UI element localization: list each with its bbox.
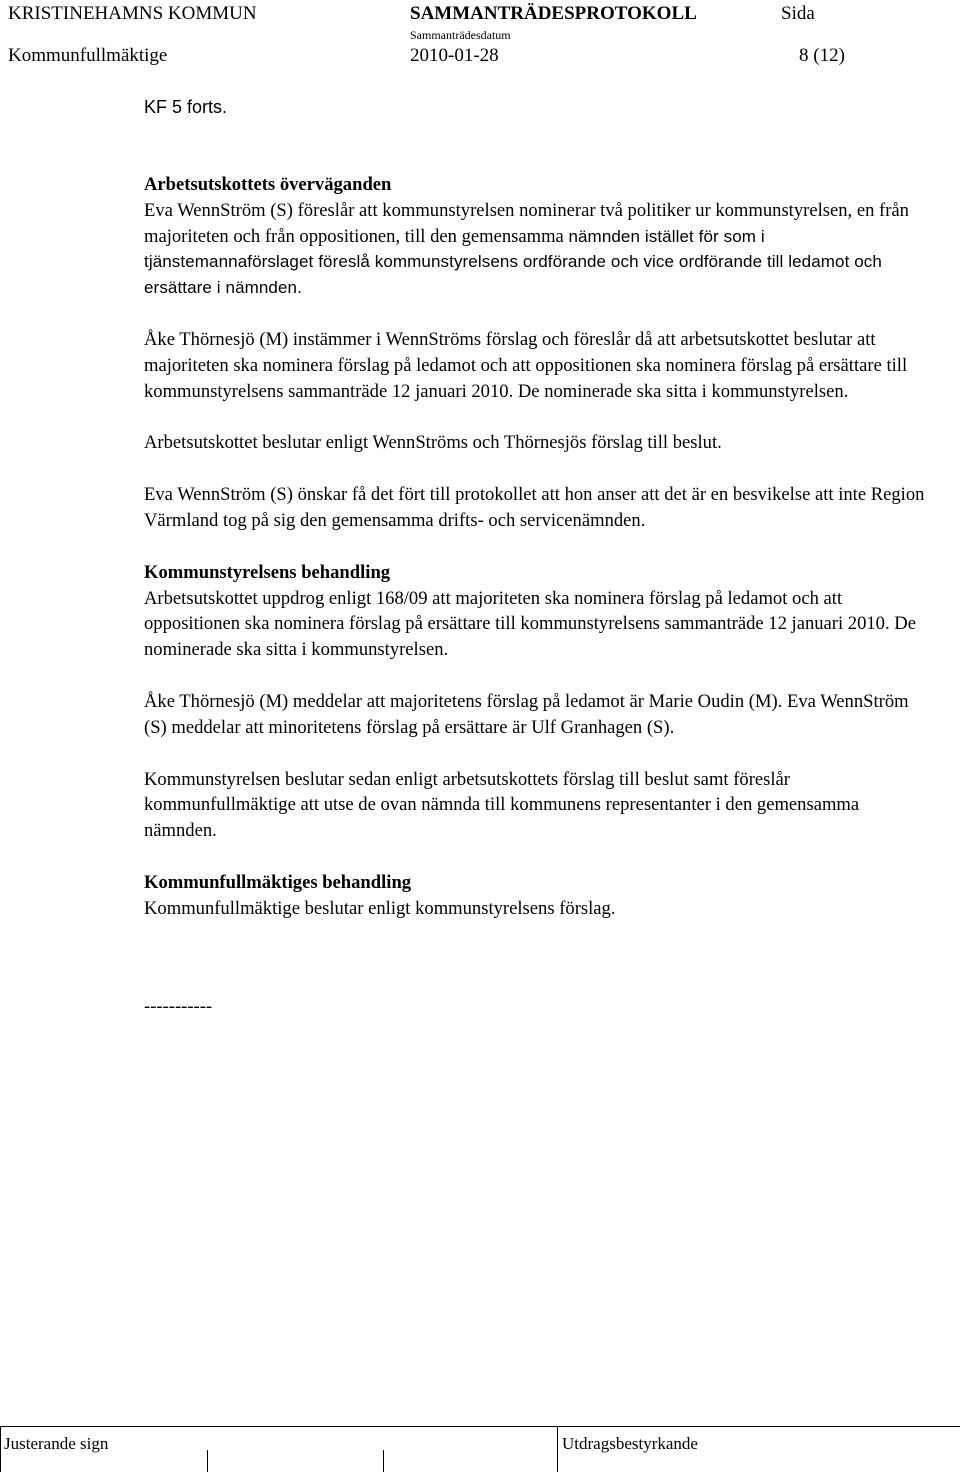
sign-box-divider-2: [383, 1450, 384, 1472]
date-label: Sammanträdesdatum: [410, 28, 511, 42]
paragraph-council-handling: [144, 870, 934, 922]
meeting-date: 2010-01-28: [410, 45, 499, 66]
text-board-handling: Arbetsutskottet uppdrog enligt 168/09 att majoriteten ska nominera förslag på ledamot och att oppositionen ska nominera förslag på ersättare till kommunstyrelsens sammanträde 12 januari 2010. De nominerade ska sitta i kommunstyrelsen.: [144, 587, 916, 661]
paragraph-board-handling: [144, 560, 934, 663]
paragraph-committee-considerations: [144, 172, 934, 301]
footer-middle-border: [557, 1426, 558, 1472]
signature-label: Justerande sign: [4, 1434, 109, 1453]
heading-board-handling: Kommunstyrelsens behandling: [144, 561, 391, 583]
attestation-label: Utdragsbestyrkande: [562, 1434, 698, 1453]
footer-left-border: [0, 1426, 1, 1472]
text-committee-considerations-part2: nämnden istället för som i tjänstemannaförslaget föreslå kommunstyrelsens ordförande och vice ordförande till ledamot och ersättare i nämnden.: [144, 226, 882, 298]
paragraph-committee-decision: Arbetsutskottet beslutar enligt WennStröms och Thörnesjös förslag till beslut.: [144, 432, 722, 454]
footer-top-rule: [0, 1426, 960, 1427]
page-number: 8 (12): [799, 45, 845, 66]
sign-box-divider-1: [207, 1450, 208, 1472]
paragraph-thornesjo-proposal: Åke Thörnesjö (M) instämmer i WennStröms förslag och föreslår då att arbetsutskottet beslutar att majoriteten ska nominera förslag på ledamot och att oppositionen ska nominera förslag på ersättare till kommunstyrelsens sammanträde 12 januari 2010. De nominerade ska sitta i kommunstyrelsen.: [144, 328, 908, 402]
heading-committee-considerations: Arbetsutskottets överväganden: [144, 174, 392, 195]
heading-council-handling: Kommunfullmäktiges behandling: [144, 871, 412, 893]
paragraph-wennstrom-statement: Eva WennStröm (S) önskar få det fört till protokollet att hon anser att det är en besvikelse att inte Region Värmland tog på sig den gemensamma drifts- och servicenämnden.: [144, 484, 925, 531]
paragraph-nominations: Åke Thörnesjö (M) meddelar att majoritetens förslag på ledamot är Marie Oudin (M). Eva WennStröm (S) meddelar att minoritetens förslag på ersättare är Ulf Granhagen (S).: [144, 690, 909, 738]
document-type: SAMMANTRÄDESPROTOKOLL: [410, 3, 697, 24]
text-council-handling: Kommunfullmäktige beslutar enligt kommunstyrelsens förslag.: [144, 897, 616, 919]
signature-footer: [0, 1426, 960, 1472]
municipality-name: KRISTINEHAMNS KOMMUN: [8, 3, 257, 24]
end-marker: -----------: [144, 996, 213, 1017]
page-label: Sida: [781, 3, 815, 24]
section-reference: KF 5 forts.: [144, 97, 228, 117]
protocol-body: [144, 172, 934, 922]
text-committee-considerations-part1: Eva WennStröm (S) föreslår att kommunstyrelsen nominerar två politiker ur kommunstyrelsen, en från majoriteten och från oppositionen, till den gemensamma: [144, 199, 909, 247]
assembly-name: Kommunfullmäktige: [8, 45, 168, 66]
paragraph-board-decision: Kommunstyrelsen beslutar sedan enligt arbetsutskottets förslag till beslut samt föreslår kommunfullmäktige att utse de ovan nämnda till kommunens representanter i den gemensamma nämnden.: [144, 768, 860, 842]
